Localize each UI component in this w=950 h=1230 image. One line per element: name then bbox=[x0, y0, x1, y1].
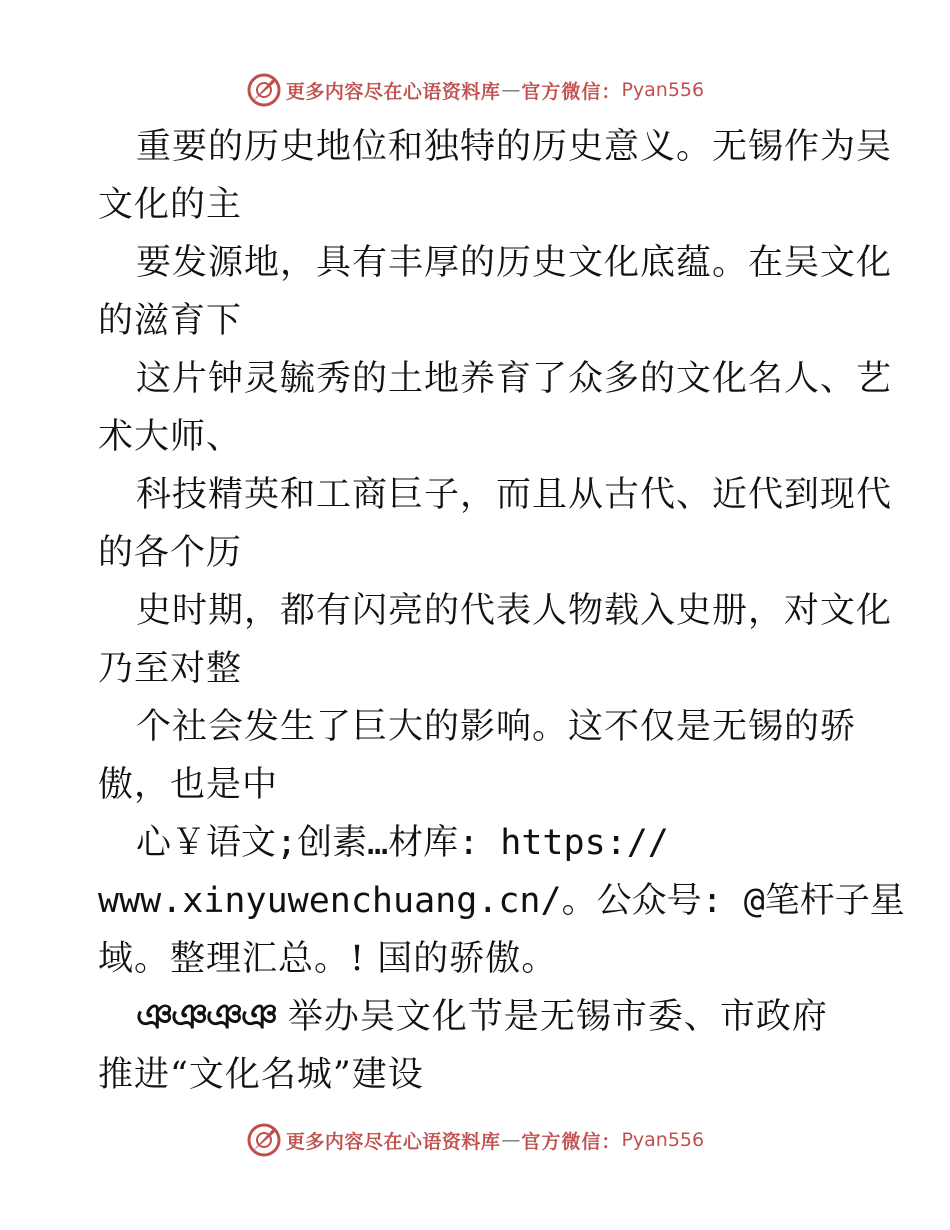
insert-line-3: 域。整理汇总。! 国的骄傲。 bbox=[98, 939, 558, 979]
insert-line-2: www.xinyuwenchuang.cn/。公众号: @笔杆子星 bbox=[98, 881, 905, 921]
paragraph-3-line-1: 这片钟灵毓秀的土地养育了众多的文化名人、艺 bbox=[136, 359, 893, 399]
paragraph-1-line-1: 重要的历史地位和独特的历史意义。无锡作为吴 bbox=[136, 127, 893, 167]
watermark-wechat-id: Pyan556 bbox=[621, 79, 705, 101]
paragraph-1-line-2: 文化的主 bbox=[98, 185, 243, 225]
watermark-dash: — bbox=[501, 79, 521, 101]
watermark-text: 更多内容尽在心语资料库 bbox=[285, 1130, 501, 1153]
paragraph-3-line-2: 术大师、 bbox=[98, 417, 243, 457]
last-paragraph-line-2: 推进“文化名城”建设 bbox=[98, 1055, 424, 1095]
paragraph-4-line-1: 科技精英和工商巨子，而且从古代、近代到现代 bbox=[136, 475, 893, 515]
watermark-text: 更多内容尽在心语资料库 bbox=[285, 80, 501, 103]
quill-logo-icon bbox=[246, 72, 282, 108]
watermark-wechat-id: Pyan556 bbox=[621, 1129, 705, 1151]
quill-logo-icon bbox=[246, 1122, 282, 1158]
decorative-glyphs: ঞঞঞঞ bbox=[136, 997, 276, 1037]
paragraph-2-line-2: 的滋育下 bbox=[98, 301, 243, 341]
watermark-wechat-label: 官方微信： bbox=[521, 1130, 622, 1153]
document-body bbox=[98, 118, 905, 1104]
paragraph-5-line-2: 乃至对整 bbox=[98, 649, 243, 689]
last-paragraph-line-1 bbox=[98, 988, 858, 1046]
header-watermark bbox=[0, 70, 950, 110]
paragraph-5-line-1: 史时期，都有闪亮的代表人物载入史册，对文化 bbox=[136, 591, 893, 631]
paragraph-6-line-1: 个社会发生了巨大的影响。这不仅是无锡的骄 bbox=[136, 707, 857, 747]
last-paragraph-text: 举办吴文化节是无锡市委、市政府 bbox=[287, 997, 828, 1037]
watermark-wechat-label: 官方微信： bbox=[521, 80, 622, 103]
paragraph-6-line-2: 傲，也是中 bbox=[98, 765, 279, 805]
footer-watermark bbox=[0, 1120, 950, 1160]
watermark-dash: — bbox=[501, 1129, 521, 1151]
paragraph-4-line-2: 的各个历 bbox=[98, 533, 243, 573]
paragraph-2-line-1: 要发源地，具有丰厚的历史文化底蕴。在吴文化 bbox=[136, 243, 893, 283]
insert-line-1: 心￥语文;创素…材库: https:// bbox=[136, 823, 669, 863]
